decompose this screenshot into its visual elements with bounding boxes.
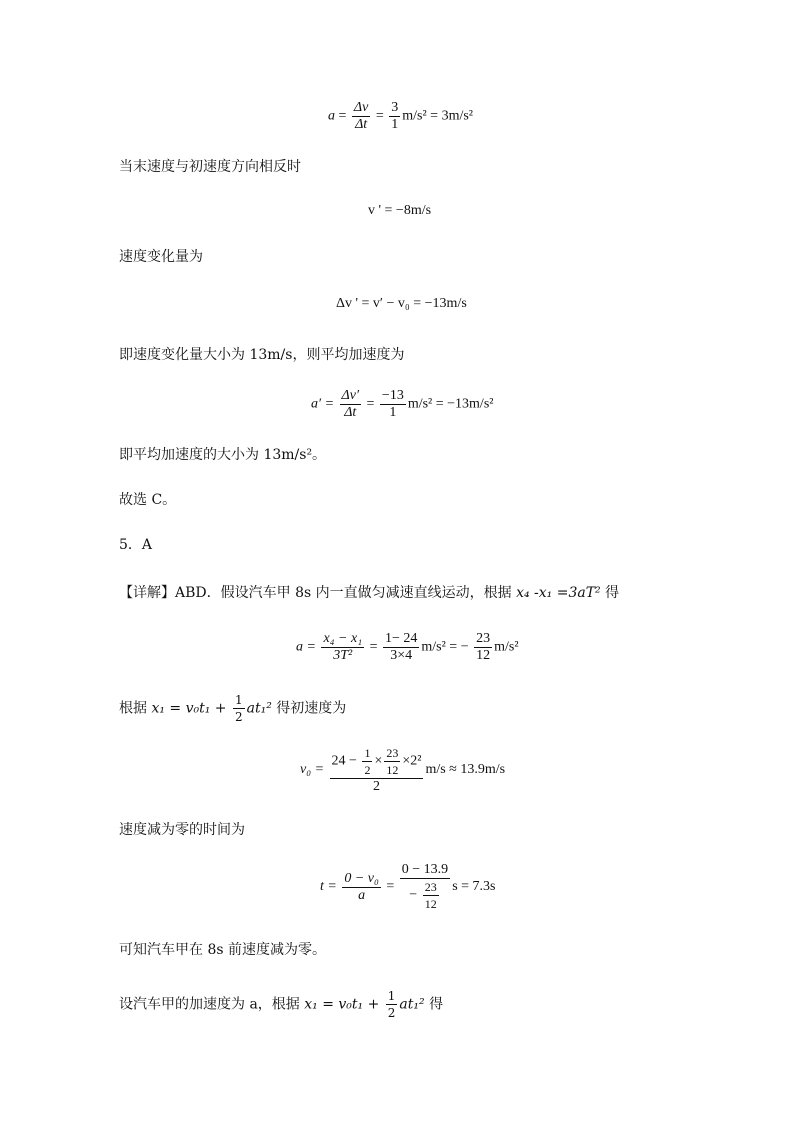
fraction: [340, 388, 362, 421]
inline-formula: at₁²: [246, 700, 272, 717]
equation-average-acceleration: [311, 388, 493, 421]
eq-lhs: t =: [320, 879, 341, 895]
denominator: 2: [234, 710, 243, 724]
numerator-part: 24 −: [331, 753, 361, 769]
text: 【详解】ABD．假设汽车甲 8s 内一直做匀减速直线运动，根据: [119, 585, 517, 601]
text: 得: [600, 585, 620, 601]
denominator: 12: [476, 648, 491, 663]
numerator: 1: [234, 693, 243, 707]
numerator-part: ×2²: [402, 753, 422, 769]
equation-final-velocity: v ' = −8m/s: [368, 203, 432, 218]
inline-formula: at₁²: [399, 996, 425, 1013]
fraction: [330, 745, 424, 795]
fraction: [352, 100, 370, 133]
eq-rest: m/s ≈ 13.9m/s: [425, 762, 506, 778]
fraction: [474, 631, 492, 664]
eq-sign: =: [382, 879, 398, 895]
numerator: 23: [476, 631, 491, 646]
inline-formula: x₄ -x₁ =3aT²: [516, 585, 601, 601]
fraction: [389, 100, 400, 133]
paragraph: 可知汽车甲在 8s 前速度减为零。: [119, 942, 326, 958]
eq-rest: s = 7.3s: [452, 879, 496, 895]
denominator: a: [358, 887, 366, 903]
equation-acceleration-estimate: [296, 631, 519, 664]
fraction: [233, 692, 245, 725]
eq-rest: m/s² = −13m/s²: [407, 396, 494, 412]
fraction: [384, 745, 400, 778]
fraction: [321, 631, 364, 664]
denominator: 12: [424, 897, 437, 911]
eq-sign: =: [372, 108, 388, 124]
fraction: [342, 871, 381, 904]
paragraph: 故选 C。: [119, 492, 177, 508]
denominator: 2: [364, 763, 371, 777]
denominator: 1: [389, 405, 397, 420]
fraction: [386, 988, 398, 1021]
equation-stop-time: [320, 862, 495, 912]
denominator: Δt: [355, 117, 368, 132]
fraction: [380, 388, 406, 421]
text: 设汽车甲的加速度为 a，根据: [119, 996, 305, 1013]
fraction: [400, 862, 450, 912]
inline-formula: x₁ = v₀t₁ +: [304, 996, 384, 1013]
eq-sign: =: [366, 639, 381, 655]
equation-velocity-change: Δv ' = v′ − v₀ = −13m/s: [336, 296, 467, 311]
denominator: 3T²: [333, 648, 353, 663]
eq-rest: m/s² = 3m/s²: [402, 108, 473, 124]
fraction: [423, 879, 439, 912]
question-number: 5．A: [119, 537, 153, 553]
times-sign: ×: [374, 753, 383, 769]
paragraph: 即速度变化量大小为 13m/s，则平均加速度为: [119, 347, 405, 363]
numerator: x₄ − x₁: [323, 631, 363, 646]
numerator: Δv′: [341, 388, 360, 403]
paragraph: [119, 988, 443, 1021]
numerator: 3: [391, 100, 399, 115]
denominator: Δt: [344, 405, 357, 420]
eq-lhs: a′ =: [311, 396, 338, 412]
paragraph: 速度变化量为: [119, 249, 203, 265]
denominator: 2: [387, 1006, 396, 1020]
denominator: 2: [372, 779, 380, 794]
text: 根据: [119, 700, 152, 717]
denominator-part: −: [409, 887, 421, 903]
eq-sign: =: [335, 108, 350, 124]
numerator: 23: [386, 746, 399, 760]
paragraph: [119, 692, 346, 725]
equation-acceleration: [328, 100, 473, 133]
eq-mid: m/s² = −: [421, 639, 473, 655]
numerator: 0 − 13.9: [401, 862, 449, 877]
eq-lhs: v₀ =: [300, 762, 328, 778]
denominator: 12: [386, 763, 399, 777]
inline-formula: x₁ = v₀t₁ +: [151, 700, 231, 717]
denominator: 3×4: [390, 648, 413, 663]
numerator: 0 − v₀: [344, 870, 379, 886]
eq-var: a: [328, 108, 335, 124]
numerator: 1− 24: [384, 631, 418, 646]
equation-initial-velocity: [300, 745, 505, 795]
paragraph: [119, 583, 619, 603]
numerator: Δv: [353, 100, 369, 115]
eq-rest: m/s²: [494, 639, 519, 655]
fraction: [362, 745, 372, 778]
fraction: [383, 631, 419, 664]
denominator: 1: [391, 117, 399, 132]
numerator: 1: [387, 989, 396, 1003]
text: 得: [424, 996, 444, 1013]
eq-lhs: a =: [296, 639, 320, 655]
numerator: 23: [424, 880, 437, 894]
paragraph: 速度减为零的时间为: [119, 822, 245, 838]
text: 得初速度为: [271, 700, 347, 717]
eq-sign: =: [363, 396, 378, 412]
numerator: 1: [364, 746, 371, 760]
numerator: −13: [381, 388, 404, 403]
paragraph: 当末速度与初速度方向相反时: [119, 159, 301, 175]
paragraph: 即平均加速度的大小为 13m/s²。: [119, 447, 327, 463]
